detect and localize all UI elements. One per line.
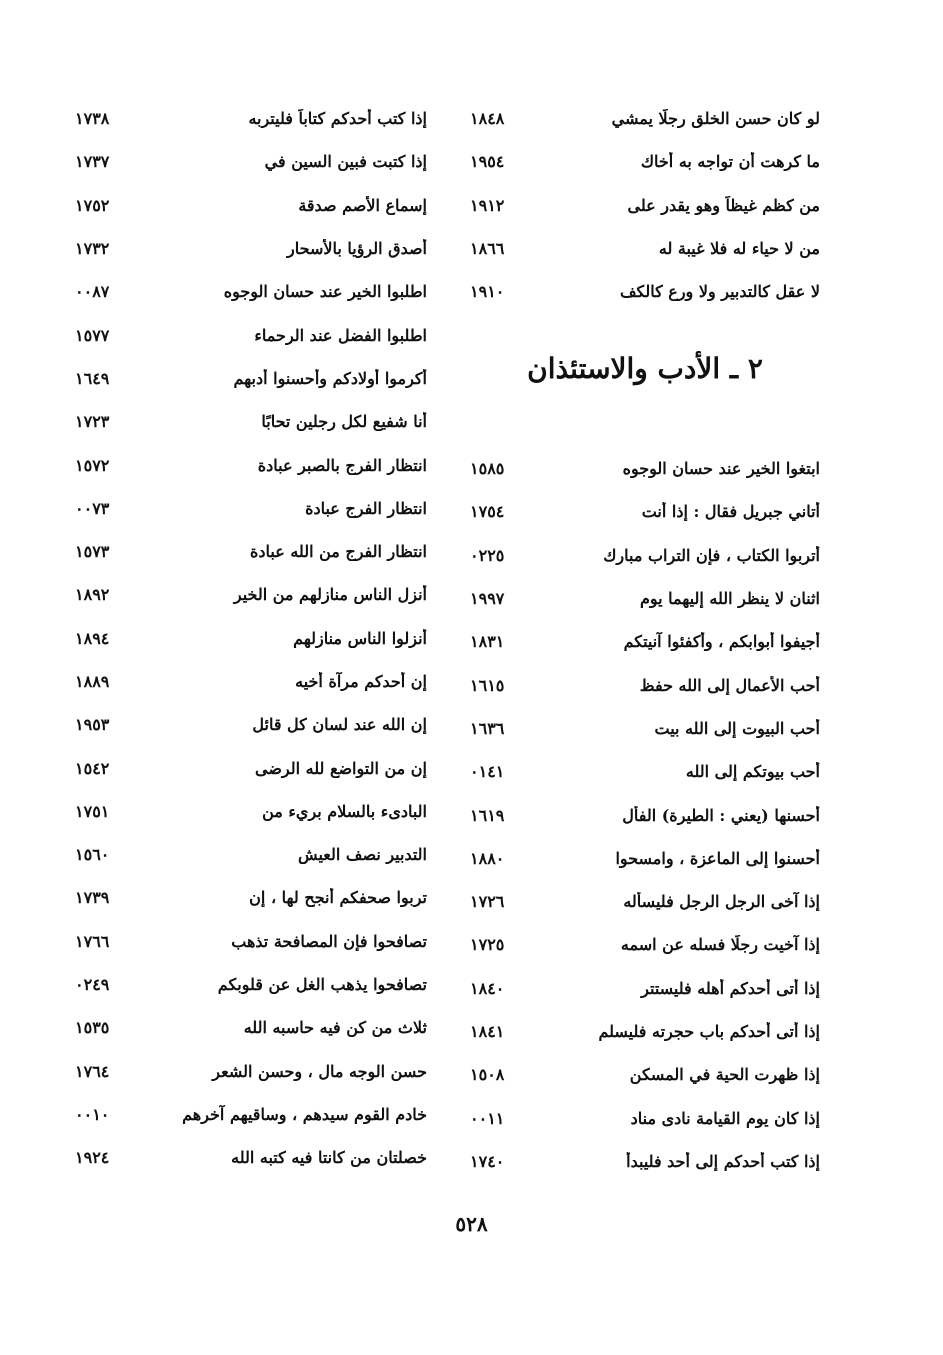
right-column-bottom	[470, 447, 820, 1183]
left-column	[75, 97, 427, 1179]
index-entry	[470, 1010, 820, 1053]
entry-number: ١٦٣٦	[470, 718, 505, 738]
index-entry	[75, 1050, 427, 1093]
entry-text: حسن الوجه مال ، وحسن الشعر	[212, 1061, 427, 1081]
entry-text: تصافحوا يذهب الغل عن قلوبكم	[217, 975, 427, 995]
entry-text: إذا آخى الرجل الرجل فليسأله	[623, 892, 820, 912]
index-entry	[470, 97, 820, 140]
entry-text: لا عقل كالتدبير ولا ورع كالكف	[619, 282, 820, 302]
entry-number: ٠٠٧٣	[75, 498, 110, 518]
index-entry	[470, 750, 820, 793]
index-entry	[75, 920, 427, 963]
index-entry	[75, 833, 427, 876]
index-entry	[470, 534, 820, 577]
entry-text: تصافحوا فإن المصافحة تذهب	[231, 931, 427, 951]
entry-number: ٠٠٨٧	[75, 282, 110, 302]
index-entry	[470, 1140, 820, 1183]
index-entry	[75, 97, 427, 140]
entry-number: ١٨٣١	[470, 632, 505, 652]
entry-text: أحب بيوتكم إلى الله	[685, 762, 820, 782]
index-entry	[75, 617, 427, 660]
entry-text: من لا حياء له فلا غيبة له	[658, 239, 820, 259]
entry-text: أتربوا الكتاب ، فإن التراب مبارك	[603, 545, 820, 565]
index-entry	[470, 707, 820, 750]
entry-number: ١٦٤٩	[75, 368, 110, 388]
entry-text: إن أحدكم مرآة أخيه	[295, 672, 427, 691]
entry-text: انتظار الفرج عبادة	[305, 498, 427, 518]
index-entry	[470, 1096, 820, 1139]
index-entry	[75, 790, 427, 833]
index-entry	[470, 793, 820, 836]
entry-text: إذا أتى أحدكم أهله فليستتر	[641, 978, 820, 998]
entry-text: اطلبوا الخير عند حسان الوجوه	[223, 282, 427, 302]
entry-text: لو كان حسن الخلق رجلًا يمشي	[611, 109, 820, 129]
right-column-top	[470, 97, 820, 313]
entry-number: ٠٢٤٩	[75, 975, 110, 995]
index-entry	[75, 313, 427, 356]
entry-text: أنزل الناس منازلهم من الخير	[233, 585, 427, 605]
index-entry	[75, 573, 427, 616]
index-entry	[470, 967, 820, 1010]
entry-number: ١٧٥٢	[75, 195, 110, 215]
entry-text: ما كرهت أن تواجه به أخاك	[640, 152, 820, 172]
entry-number: ١٧٣٢	[75, 239, 110, 259]
entry-text: خصلتان من كانتا فيه كتبه الله	[231, 1148, 427, 1168]
entry-number: ٠١٤١	[470, 762, 505, 782]
entry-number: ١٩٥٤	[470, 152, 505, 172]
entry-text: أنا شفيع لكل رجلين تحابًا	[261, 412, 427, 432]
entry-number: ٠٠١٠	[75, 1104, 110, 1124]
index-entry	[75, 1136, 427, 1179]
entry-number: ١٦١٥	[470, 675, 505, 695]
entry-text: أكرموا أولادكم وأحسنوا أدبهم	[233, 368, 427, 388]
entry-text: أحب الأعمال إلى الله حفظ	[639, 675, 820, 695]
entry-text: أصدق الرؤيا بالأسحار	[287, 239, 427, 259]
index-entry	[75, 184, 427, 227]
index-entry	[75, 660, 427, 703]
entry-text: إذا أتى أحدكم باب حجرته فليسلم	[598, 1022, 820, 1041]
entry-number: ١٥٧٢	[75, 455, 110, 475]
entry-number: ١٨٤٠	[470, 978, 505, 998]
entry-text: إن الله عند لسان كل قائل	[252, 715, 427, 735]
entry-text: ابتغوا الخير عند حسان الوجوه	[622, 459, 820, 479]
entry-number: ١٨٦٦	[470, 239, 505, 259]
entry-text: أحب البيوت إلى الله بيت	[654, 718, 820, 738]
entry-number: ١٧٦٦	[75, 931, 110, 951]
index-entry	[470, 270, 820, 313]
section-title: ٢ ـ الأدب والاستئذان	[527, 352, 763, 385]
entry-text: خادم القوم سيدهم ، وساقيهم آخرهم	[182, 1104, 427, 1124]
index-entry	[470, 447, 820, 490]
index-entry	[75, 1006, 427, 1049]
entry-number: ١٨٤٨	[470, 109, 505, 129]
index-entry	[75, 963, 427, 1006]
index-entry	[470, 837, 820, 880]
entry-number: ١٥٣٥	[75, 1018, 110, 1038]
entry-text: البادىء بالسلام بريء من	[262, 801, 427, 821]
entry-number: ١٨٨٩	[75, 672, 110, 691]
index-entry	[470, 184, 820, 227]
index-entry	[75, 530, 427, 573]
entry-text: أجيفوا أبوابكم ، وأكفئوا آنيتكم	[623, 632, 820, 652]
entry-text: أتاني جبريل فقال : إذا أنت	[641, 502, 820, 522]
entry-number: ١٧٤٠	[470, 1151, 505, 1171]
entry-number: ١٧٦٤	[75, 1061, 110, 1081]
index-entry	[470, 663, 820, 706]
index-entry	[75, 140, 427, 183]
entry-number: ١٨٨٠	[470, 848, 505, 868]
index-entry	[470, 227, 820, 270]
entry-text: أحسنوا إلى الماعزة ، وامسحوا	[615, 848, 820, 868]
entry-text: إذا كتب أحدكم إلى أحد فليبدأ	[626, 1151, 820, 1171]
entry-number: ١٨٩٤	[75, 628, 110, 648]
index-entry	[75, 703, 427, 746]
entry-number: ٠٢٢٥	[470, 545, 505, 565]
entry-text: ثلاث من كن فيه حاسبه الله	[243, 1018, 427, 1038]
entry-number: ١٧٢٣	[75, 412, 110, 432]
entry-text: انتظار الفرج من الله عبادة	[249, 542, 427, 562]
entry-number: ١٥٧٧	[75, 325, 110, 345]
entry-text: إذا كتبت فبين السين في	[264, 152, 427, 172]
entry-number: ١٨٤١	[470, 1022, 505, 1041]
entry-number: ١٨٩٢	[75, 585, 110, 605]
entry-number: ١٧٣٩	[75, 888, 110, 908]
index-entry	[75, 1093, 427, 1136]
index-entry	[75, 227, 427, 270]
index-entry	[75, 357, 427, 400]
entry-text: إذا كان يوم القيامة نادى مناد	[630, 1108, 820, 1128]
entry-number: ١٧٣٨	[75, 109, 110, 129]
index-entry	[470, 577, 820, 620]
entry-text: أنزلوا الناس منازلهم	[293, 628, 427, 648]
entry-text: اثنان لا ينظر الله إليهما يوم	[639, 589, 820, 609]
index-entry	[75, 746, 427, 789]
entry-number: ١٥٦٠	[75, 845, 110, 865]
entry-number: ١٥٠٨	[470, 1065, 505, 1085]
entry-number: ٠٠١١	[470, 1108, 505, 1128]
entry-text: إسماع الأصم صدقة	[298, 195, 427, 215]
page-number: ٥٢٨	[455, 1212, 488, 1236]
entry-number: ١٧٥٤	[470, 502, 505, 522]
index-entry	[75, 876, 427, 919]
entry-text: إذا كتب أحدكم كتاباً فليتربه	[248, 109, 427, 129]
index-entry	[75, 443, 427, 486]
index-entry	[470, 923, 820, 966]
entry-text: انتظار الفرج بالصبر عبادة	[257, 455, 427, 475]
entry-number: ١٥٤٢	[75, 758, 110, 778]
index-entry	[75, 487, 427, 530]
entry-text: إذا ظهرت الحية في المسكن	[629, 1065, 820, 1085]
entry-number: ١٦١٩	[470, 805, 505, 825]
index-entry	[470, 140, 820, 183]
index-entry	[470, 880, 820, 923]
entry-text: أحسنها (يعني : الطيرة) الفأل	[622, 805, 820, 825]
index-entry	[470, 490, 820, 533]
entry-number: ١٧٥١	[75, 801, 110, 821]
entry-text: إن من التواضع لله الرضى	[254, 758, 427, 778]
entry-number: ١٧٢٦	[470, 892, 505, 912]
entry-text: إذا آخيت رجلًا فسله عن اسمه	[620, 935, 820, 955]
entry-text: تربوا صحفكم أنجح لها ، إن	[249, 888, 427, 908]
entry-number: ١٥٨٥	[470, 459, 505, 479]
entry-number: ١٩١٢	[470, 195, 505, 215]
entry-number: ١٥٧٣	[75, 542, 110, 562]
entry-number: ١٩٩٧	[470, 589, 505, 609]
entry-number: ١٧٣٧	[75, 152, 110, 172]
entry-number: ١٩١٠	[470, 282, 505, 302]
index-entry	[470, 620, 820, 663]
entry-text: اطلبوا الفضل عند الرحماء	[254, 325, 427, 345]
index-entry	[75, 400, 427, 443]
index-entry	[470, 1053, 820, 1096]
index-entry	[75, 270, 427, 313]
entry-number: ١٩٢٤	[75, 1148, 110, 1168]
entry-number: ١٧٢٥	[470, 935, 505, 955]
entry-number: ١٩٥٣	[75, 715, 110, 735]
entry-text: من كظم غيظاً وهو يقدر على	[627, 195, 820, 215]
entry-text: التدبير نصف العيش	[298, 845, 427, 865]
